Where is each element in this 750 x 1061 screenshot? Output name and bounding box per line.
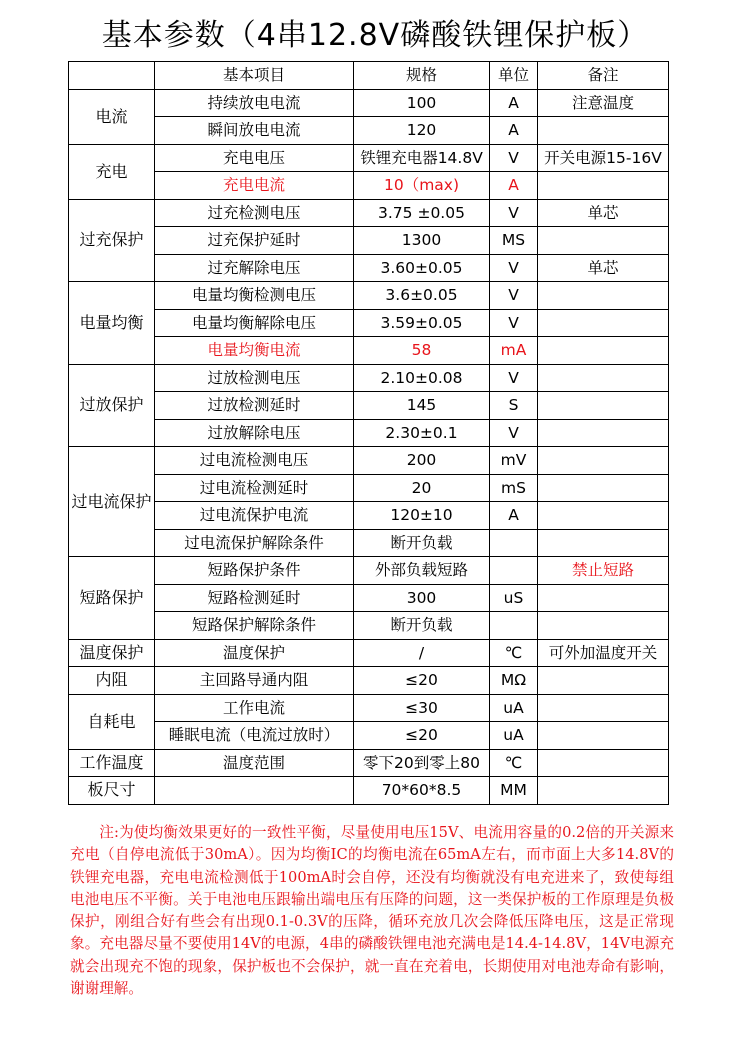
- table-row: [69, 117, 669, 145]
- header-unit: 单位: [490, 62, 538, 90]
- row-unit: [490, 557, 538, 585]
- row-remark: [538, 227, 669, 255]
- row-item: 过放检测延时: [155, 392, 354, 420]
- row-spec: /: [354, 639, 490, 667]
- row-unit: V: [490, 364, 538, 392]
- row-spec: 铁锂充电器14.8V: [354, 144, 490, 172]
- row-item: 短路检测延时: [155, 584, 354, 612]
- row-spec: 2.30±0.1: [354, 419, 490, 447]
- row-item: 持续放电电流: [155, 89, 354, 117]
- table-row: [69, 419, 669, 447]
- row-remark: 禁止短路: [538, 557, 669, 585]
- header-remark: 备注: [538, 62, 669, 90]
- table-row: [69, 639, 669, 667]
- row-remark: [538, 392, 669, 420]
- row-unit: A: [490, 89, 538, 117]
- table-header-row: [69, 62, 669, 90]
- row-spec: 零下20到零上80: [354, 749, 490, 777]
- row-unit: uS: [490, 584, 538, 612]
- row-unit: uA: [490, 722, 538, 750]
- row-unit: mA: [490, 337, 538, 365]
- row-unit: V: [490, 199, 538, 227]
- row-spec: 外部负载短路: [354, 557, 490, 585]
- row-remark: [538, 309, 669, 337]
- row-item: 瞬间放电电流: [155, 117, 354, 145]
- row-remark: 单芯: [538, 254, 669, 282]
- table-row: [69, 309, 669, 337]
- parameter-table: [68, 61, 669, 805]
- row-item: 电量均衡检测电压: [155, 282, 354, 310]
- row-remark: [538, 694, 669, 722]
- row-remark: [538, 529, 669, 557]
- row-remark: [538, 117, 669, 145]
- row-item: 主回路导通内阻: [155, 667, 354, 695]
- row-remark: 可外加温度开关: [538, 639, 669, 667]
- row-unit: mS: [490, 474, 538, 502]
- row-spec: 10（max): [354, 172, 490, 200]
- row-item: 充电电压: [155, 144, 354, 172]
- row-remark: [538, 337, 669, 365]
- row-remark: [538, 419, 669, 447]
- table-row: [69, 722, 669, 750]
- row-remark: [538, 722, 669, 750]
- row-remark: 注意温度: [538, 89, 669, 117]
- row-category: 充电: [69, 144, 155, 199]
- table-row: [69, 612, 669, 640]
- row-spec: 200: [354, 447, 490, 475]
- row-spec: ≤20: [354, 722, 490, 750]
- row-item: [155, 777, 354, 805]
- table-row: [69, 667, 669, 695]
- row-unit: [490, 612, 538, 640]
- row-spec: 120: [354, 117, 490, 145]
- note-paragraph: 注:为使均衡效果更好的一致性平衡，尽量使用电压15V、电流用容量的0.2倍的开关源来充电（自停电流低于30mA）。因为均衡IC的均衡电流在65mA左右，而市面上大多14.8V的铁锂充电器，充电电流检测低于100mA时会自停，还没有均衡就没有电充进来了，致使每组电池电压不平衡。关于电池电压跟输出端电压有压降的问题，这一类保护板的工作原理是负极保护，刚组合好有些会有出现0.1-0.3V的压降，循环充放几次会降低压降电压，这是正常现象。充电器尽量不要使用14V的电源，4串的磷酸铁锂电池充满电是14.4-14.8V，14V电源充就会出现充不饱的现象，保护板也不会保护，就一直在充着电，长期使用对电池寿命有影响，谢谢理解。: [70, 824, 674, 998]
- row-unit: [490, 529, 538, 557]
- row-spec: 20: [354, 474, 490, 502]
- row-item: 短路保护解除条件: [155, 612, 354, 640]
- row-category: 过充保护: [69, 199, 155, 282]
- row-spec: 120±10: [354, 502, 490, 530]
- table-row: [69, 227, 669, 255]
- row-spec: 断开负载: [354, 612, 490, 640]
- row-unit: S: [490, 392, 538, 420]
- row-unit: MΩ: [490, 667, 538, 695]
- row-unit: MS: [490, 227, 538, 255]
- row-spec: 58: [354, 337, 490, 365]
- row-unit: V: [490, 309, 538, 337]
- table-row: [69, 694, 669, 722]
- row-unit: MM: [490, 777, 538, 805]
- row-item: 过电流保护解除条件: [155, 529, 354, 557]
- table-row: [69, 474, 669, 502]
- row-remark: [538, 667, 669, 695]
- header-category: [69, 62, 155, 90]
- row-spec: ≤30: [354, 694, 490, 722]
- table-row: [69, 364, 669, 392]
- table-row: [69, 337, 669, 365]
- row-item: 过电流检测延时: [155, 474, 354, 502]
- row-remark: [538, 364, 669, 392]
- row-category: 板尺寸: [69, 777, 155, 805]
- row-unit: V: [490, 282, 538, 310]
- row-category: 过放保护: [69, 364, 155, 447]
- row-item: 电量均衡电流: [155, 337, 354, 365]
- table-row: [69, 172, 669, 200]
- row-unit: ℃: [490, 749, 538, 777]
- row-spec: 3.59±0.05: [354, 309, 490, 337]
- header-item: 基本项目: [155, 62, 354, 90]
- row-remark: [538, 172, 669, 200]
- row-unit: V: [490, 254, 538, 282]
- row-spec: 2.10±0.08: [354, 364, 490, 392]
- row-item: 过充保护延时: [155, 227, 354, 255]
- row-unit: mV: [490, 447, 538, 475]
- table-row: [69, 777, 669, 805]
- table-row: [69, 392, 669, 420]
- row-category: 短路保护: [69, 557, 155, 640]
- row-unit: ℃: [490, 639, 538, 667]
- row-spec: 100: [354, 89, 490, 117]
- row-remark: 单芯: [538, 199, 669, 227]
- row-item: 电量均衡解除电压: [155, 309, 354, 337]
- row-item: 过电流保护电流: [155, 502, 354, 530]
- row-remark: 开关电源15-16V: [538, 144, 669, 172]
- row-remark: [538, 612, 669, 640]
- row-category: 电量均衡: [69, 282, 155, 365]
- row-category: 电流: [69, 89, 155, 144]
- row-spec: 3.75 ±0.05: [354, 199, 490, 227]
- row-item: 过电流检测电压: [155, 447, 354, 475]
- table-row: [69, 282, 669, 310]
- row-spec: ≤20: [354, 667, 490, 695]
- row-unit: A: [490, 172, 538, 200]
- row-item: 工作电流: [155, 694, 354, 722]
- table-row: [69, 529, 669, 557]
- row-unit: uA: [490, 694, 538, 722]
- row-remark: [538, 282, 669, 310]
- row-item: 过放检测电压: [155, 364, 354, 392]
- row-remark: [538, 502, 669, 530]
- row-unit: V: [490, 144, 538, 172]
- row-remark: [538, 474, 669, 502]
- row-remark: [538, 749, 669, 777]
- row-spec: 3.60±0.05: [354, 254, 490, 282]
- header-spec: 规格: [354, 62, 490, 90]
- row-spec: 300: [354, 584, 490, 612]
- table-row: [69, 199, 669, 227]
- table-row: [69, 447, 669, 475]
- row-category: 自耗电: [69, 694, 155, 749]
- row-item: 睡眠电流（电流过放时）: [155, 722, 354, 750]
- row-unit: A: [490, 502, 538, 530]
- row-remark: [538, 777, 669, 805]
- table-row: [69, 557, 669, 585]
- table-row: [69, 144, 669, 172]
- row-spec: 70*60*8.5: [354, 777, 490, 805]
- row-item: 温度保护: [155, 639, 354, 667]
- row-category: 工作温度: [69, 749, 155, 777]
- row-item: 充电电流: [155, 172, 354, 200]
- row-spec: 1300: [354, 227, 490, 255]
- row-item: 温度范围: [155, 749, 354, 777]
- page-title: 基本参数（4串12.8V磷酸铁锂保护板）: [101, 18, 649, 53]
- row-remark: [538, 447, 669, 475]
- row-category: 内阻: [69, 667, 155, 695]
- row-item: 过充解除电压: [155, 254, 354, 282]
- table-row: [69, 89, 669, 117]
- row-spec: 145: [354, 392, 490, 420]
- table-row: [69, 584, 669, 612]
- row-category: 温度保护: [69, 639, 155, 667]
- table-row: [69, 502, 669, 530]
- row-unit: A: [490, 117, 538, 145]
- row-item: 过放解除电压: [155, 419, 354, 447]
- table-row: [69, 254, 669, 282]
- row-spec: 3.6±0.05: [354, 282, 490, 310]
- row-item: 短路保护条件: [155, 557, 354, 585]
- row-remark: [538, 584, 669, 612]
- row-item: 过充检测电压: [155, 199, 354, 227]
- table-row: [69, 749, 669, 777]
- parameter-table-body: [69, 62, 669, 805]
- row-spec: 断开负载: [354, 529, 490, 557]
- row-unit: V: [490, 419, 538, 447]
- row-category: 过电流保护: [69, 447, 155, 557]
